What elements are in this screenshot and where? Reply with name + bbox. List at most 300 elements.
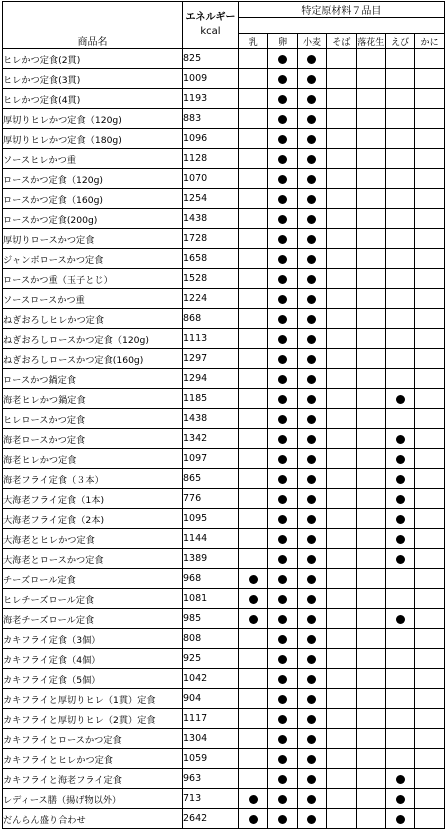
allergen-cell [297, 369, 326, 389]
contains-dot-icon [278, 275, 287, 284]
allergen-cell [297, 769, 326, 789]
contains-dot-icon [307, 815, 316, 824]
contains-dot-icon [278, 455, 287, 464]
allergen-cell [356, 269, 385, 289]
allergen-cell [297, 589, 326, 609]
allergen-cell [297, 189, 326, 209]
allergen-cell [268, 509, 297, 529]
allergen-cell [268, 49, 297, 69]
contains-dot-icon [278, 755, 287, 764]
allergen-cell [268, 89, 297, 109]
product-name: カキフライと海老フライ定食 [3, 769, 183, 789]
allergen-cell [385, 69, 414, 89]
allergen-cell [327, 369, 356, 389]
allergen-cell [327, 129, 356, 149]
allergen-cell [297, 209, 326, 229]
product-name: ヒレチーズロール定食 [3, 589, 183, 609]
contains-dot-icon [396, 475, 405, 484]
table-row [3, 509, 445, 529]
allergen-cell [356, 209, 385, 229]
energy-value: 1728 [183, 229, 239, 249]
allergen-cell [385, 809, 414, 829]
contains-dot-icon [307, 135, 316, 144]
energy-value: 1304 [183, 729, 239, 749]
allergen-cell [268, 249, 297, 269]
allergen-cell [356, 689, 385, 709]
allergen-cell [297, 409, 326, 429]
allergen-cell [385, 489, 414, 509]
allergen-cell [268, 729, 297, 749]
allergen-cell [327, 289, 356, 309]
contains-dot-icon [249, 575, 258, 584]
allergen-cell [239, 409, 268, 429]
energy-value: 1438 [183, 209, 239, 229]
table-row [3, 729, 445, 749]
allergen-cell [297, 269, 326, 289]
allergen-cell [268, 209, 297, 229]
contains-dot-icon [307, 515, 316, 524]
table-row [3, 129, 445, 149]
allergen-cell [356, 489, 385, 509]
contains-dot-icon [278, 135, 287, 144]
allergen-cell [297, 229, 326, 249]
table-row [3, 589, 445, 609]
allergen-cell [385, 769, 414, 789]
allergen-cell [268, 129, 297, 149]
table-row [3, 469, 445, 489]
contains-dot-icon [396, 535, 405, 544]
allergen-cell [268, 189, 297, 209]
allergen-cell [356, 229, 385, 249]
contains-dot-icon [396, 815, 405, 824]
product-name: カキフライ定食（3個） [3, 629, 183, 649]
allergen-cell [356, 729, 385, 749]
allergen-cell [268, 749, 297, 769]
energy-value: 868 [183, 309, 239, 329]
allergen-cell [385, 129, 414, 149]
allergen-table [2, 1, 445, 829]
energy-value: 1193 [183, 89, 239, 109]
table-row [3, 309, 445, 329]
allergen-cell [356, 69, 385, 89]
contains-dot-icon [278, 575, 287, 584]
allergen-cell [297, 749, 326, 769]
product-name: 海老フライ定食（３本） [3, 469, 183, 489]
allergen-cell [327, 749, 356, 769]
contains-dot-icon [396, 775, 405, 784]
contains-dot-icon [307, 435, 316, 444]
allergen-cell [327, 309, 356, 329]
contains-dot-icon [278, 775, 287, 784]
allergen-cell [268, 269, 297, 289]
contains-dot-icon [278, 655, 287, 664]
contains-dot-icon [396, 515, 405, 524]
allergen-cell [239, 49, 268, 69]
table-row [3, 189, 445, 209]
allergen-cell [327, 809, 356, 829]
allergen-cell [239, 169, 268, 189]
energy-value: 1185 [183, 389, 239, 409]
table-row [3, 269, 445, 289]
table-row [3, 49, 445, 69]
contains-dot-icon [249, 615, 258, 624]
energy-value: 713 [183, 789, 239, 809]
allergen-cell [415, 69, 444, 89]
allergen-cell [297, 389, 326, 409]
product-name: 大海老フライ定食（2本) [3, 509, 183, 529]
contains-dot-icon [307, 235, 316, 244]
allergen-cell [356, 129, 385, 149]
allergen-cell [385, 509, 414, 529]
allergen-cell [356, 169, 385, 189]
allergen-cell [297, 549, 326, 569]
allergen-cell [385, 109, 414, 129]
allergen-cell [327, 549, 356, 569]
table-row [3, 249, 445, 269]
allergen-cell [385, 689, 414, 709]
allergen-cell [385, 609, 414, 629]
allergen-cell [415, 709, 444, 729]
product-name: だんらん盛り合わせ [3, 809, 183, 829]
contains-dot-icon [307, 475, 316, 484]
table-row [3, 209, 445, 229]
allergen-cell [268, 309, 297, 329]
product-name: ヒレかつ定食(3貫) [3, 69, 183, 89]
product-name: チーズロール定食 [3, 569, 183, 589]
allergen-cell [327, 89, 356, 109]
allergen-cell [268, 629, 297, 649]
allergen-cell [415, 389, 444, 409]
contains-dot-icon [307, 695, 316, 704]
contains-dot-icon [307, 395, 316, 404]
energy-value: 776 [183, 489, 239, 509]
product-name: ねぎおろしロースかつ定食（120g) [3, 329, 183, 349]
allergen-cell [385, 209, 414, 229]
energy-value: 1528 [183, 269, 239, 289]
allergen-cell [268, 329, 297, 349]
allergen-cell [415, 89, 444, 109]
allergen-cell [385, 529, 414, 549]
allergen-cell [268, 349, 297, 369]
allergen-cell [415, 49, 444, 69]
allergen-cell [385, 249, 414, 269]
energy-value: 1438 [183, 409, 239, 429]
product-name: 大海老とヒレかつ定食 [3, 529, 183, 549]
allergen-cell [268, 149, 297, 169]
energy-value: 1059 [183, 749, 239, 769]
allergen-cell [239, 689, 268, 709]
allergen-cell [327, 349, 356, 369]
product-name: 大海老フライ定食（1本) [3, 489, 183, 509]
energy-value: 2642 [183, 809, 239, 829]
allergen-cell [327, 249, 356, 269]
allergen-cell [385, 329, 414, 349]
allergen-cell [239, 609, 268, 629]
contains-dot-icon [278, 735, 287, 744]
allergen-cell [356, 389, 385, 409]
allergen-cell [268, 69, 297, 89]
allergen-cell [415, 609, 444, 629]
product-name: カキフライ定食（5個） [3, 669, 183, 689]
allergen-cell [297, 729, 326, 749]
contains-dot-icon [278, 315, 287, 324]
allergen-cell [356, 189, 385, 209]
table-row [3, 289, 445, 309]
allergen-cell [356, 329, 385, 349]
allergen-cell [239, 289, 268, 309]
contains-dot-icon [307, 195, 316, 204]
energy-value: 825 [183, 49, 239, 69]
allergen-cell [297, 669, 326, 689]
allergen-cell [327, 609, 356, 629]
contains-dot-icon [396, 455, 405, 464]
allergen-cell [297, 129, 326, 149]
allergen-cell [239, 189, 268, 209]
allergen-cell [385, 189, 414, 209]
table-row [3, 389, 445, 409]
energy-value: 1081 [183, 589, 239, 609]
energy-value: 904 [183, 689, 239, 709]
allergen-cell [297, 569, 326, 589]
allergen-cell [415, 689, 444, 709]
contains-dot-icon [278, 715, 287, 724]
contains-dot-icon [278, 535, 287, 544]
contains-dot-icon [278, 95, 287, 104]
allergen-cell [385, 589, 414, 609]
allergen-cell [385, 349, 414, 369]
allergen-cell [385, 289, 414, 309]
allergen-header: 落花生 [356, 34, 385, 49]
energy-value: 1254 [183, 189, 239, 209]
contains-dot-icon [307, 335, 316, 344]
contains-dot-icon [278, 75, 287, 84]
energy-value: 1224 [183, 289, 239, 309]
contains-dot-icon [278, 155, 287, 164]
table-row [3, 669, 445, 689]
allergen-cell [239, 749, 268, 769]
contains-dot-icon [307, 455, 316, 464]
allergen-cell [239, 669, 268, 689]
allergen-cell [415, 549, 444, 569]
contains-dot-icon [278, 295, 287, 304]
contains-dot-icon [307, 175, 316, 184]
contains-dot-icon [307, 675, 316, 684]
contains-dot-icon [307, 495, 316, 504]
allergen-header: 乳 [239, 34, 268, 49]
contains-dot-icon [307, 215, 316, 224]
contains-dot-icon [307, 155, 316, 164]
allergen-cell [239, 269, 268, 289]
allergen-cell [356, 409, 385, 429]
allergen-cell [297, 529, 326, 549]
contains-dot-icon [307, 115, 316, 124]
allergen-cell [268, 589, 297, 609]
allergen-cell [415, 149, 444, 169]
allergen-cell [327, 389, 356, 409]
table-row [3, 709, 445, 729]
allergen-cell [297, 489, 326, 509]
contains-dot-icon [278, 255, 287, 264]
energy-value: 865 [183, 469, 239, 489]
contains-dot-icon [307, 535, 316, 544]
allergen-cell [297, 349, 326, 369]
allergen-cell [385, 789, 414, 809]
allergen-cell [327, 329, 356, 349]
allergen-cell [356, 549, 385, 569]
contains-dot-icon [249, 795, 258, 804]
allergen-cell [239, 429, 268, 449]
allergen-cell [385, 449, 414, 469]
allergen-cell [239, 449, 268, 469]
contains-dot-icon [249, 815, 258, 824]
product-name: ソースロースかつ重 [3, 289, 183, 309]
product-name: ねぎおろしヒレかつ定食 [3, 309, 183, 329]
contains-dot-icon [396, 555, 405, 564]
table-row [3, 409, 445, 429]
table-row [3, 769, 445, 789]
allergen-cell [268, 109, 297, 129]
contains-dot-icon [307, 595, 316, 604]
allergen-cell [327, 189, 356, 209]
allergen-cell [356, 289, 385, 309]
allergen-group-spacer [239, 18, 445, 34]
allergen-cell [385, 309, 414, 329]
allergen-cell [415, 329, 444, 349]
product-name: ソースヒレかつ重 [3, 149, 183, 169]
allergen-cell [327, 69, 356, 89]
contains-dot-icon [278, 515, 287, 524]
contains-dot-icon [278, 355, 287, 364]
allergen-cell [239, 309, 268, 329]
allergen-cell [297, 169, 326, 189]
contains-dot-icon [278, 435, 287, 444]
allergen-cell [415, 369, 444, 389]
allergen-cell [415, 109, 444, 129]
table-row [3, 149, 445, 169]
allergen-cell [415, 409, 444, 429]
contains-dot-icon [278, 595, 287, 604]
allergen-cell [415, 269, 444, 289]
allergen-cell [239, 109, 268, 129]
table-row [3, 109, 445, 129]
allergen-cell [268, 429, 297, 449]
table-row [3, 89, 445, 109]
energy-value: 1389 [183, 549, 239, 569]
allergen-cell [268, 409, 297, 429]
contains-dot-icon [278, 395, 287, 404]
allergen-cell [385, 269, 414, 289]
allergen-cell [327, 469, 356, 489]
allergen-cell [415, 769, 444, 789]
product-name: ロースかつ定食（120g) [3, 169, 183, 189]
allergen-cell [356, 749, 385, 769]
allergen-cell [415, 129, 444, 149]
allergen-cell [356, 49, 385, 69]
table-row [3, 169, 445, 189]
contains-dot-icon [307, 575, 316, 584]
energy-value: 925 [183, 649, 239, 669]
energy-value: 1009 [183, 69, 239, 89]
allergen-header: えび [385, 34, 414, 49]
contains-dot-icon [307, 375, 316, 384]
contains-dot-icon [278, 695, 287, 704]
allergen-cell [356, 809, 385, 829]
allergen-cell [239, 549, 268, 569]
allergen-cell [239, 709, 268, 729]
allergen-cell [385, 709, 414, 729]
allergen-cell [239, 509, 268, 529]
allergen-cell [268, 709, 297, 729]
product-name: ヒレかつ定食(2貫) [3, 49, 183, 69]
allergen-cell [415, 169, 444, 189]
allergen-cell [327, 49, 356, 69]
allergen-cell [356, 249, 385, 269]
product-name: カキフライと厚切りヒレ（2貫）定食 [3, 709, 183, 729]
allergen-cell [415, 629, 444, 649]
allergen-cell [297, 149, 326, 169]
allergen-cell [356, 89, 385, 109]
allergen-cell [356, 769, 385, 789]
allergen-cell [415, 209, 444, 229]
allergen-cell [327, 229, 356, 249]
contains-dot-icon [396, 795, 405, 804]
table-row [3, 449, 445, 469]
allergen-cell [268, 569, 297, 589]
allergen-cell [268, 809, 297, 829]
contains-dot-icon [307, 555, 316, 564]
product-name: ヒレかつ定食(4貫) [3, 89, 183, 109]
allergen-cell [415, 529, 444, 549]
contains-dot-icon [278, 195, 287, 204]
allergen-cell [268, 169, 297, 189]
allergen-cell [356, 149, 385, 169]
energy-value: 1070 [183, 169, 239, 189]
allergen-cell [385, 429, 414, 449]
allergen-cell [327, 209, 356, 229]
product-name: ロースかつ重（玉子とじ） [3, 269, 183, 289]
table-row [3, 609, 445, 629]
energy-value: 1294 [183, 369, 239, 389]
allergen-cell [356, 709, 385, 729]
contains-dot-icon [307, 655, 316, 664]
contains-dot-icon [278, 55, 287, 64]
energy-value: 808 [183, 629, 239, 649]
contains-dot-icon [278, 495, 287, 504]
table-row [3, 649, 445, 669]
allergen-cell [385, 569, 414, 589]
allergen-cell [268, 289, 297, 309]
product-name: ロースかつ鍋定食 [3, 369, 183, 389]
allergen-cell [356, 349, 385, 369]
allergen-cell [327, 449, 356, 469]
product-name: カキフライとヒレかつ定食 [3, 749, 183, 769]
allergen-cell [327, 509, 356, 529]
allergen-cell [239, 649, 268, 669]
allergen-cell [268, 789, 297, 809]
table-row [3, 789, 445, 809]
product-name: ロースかつ定食（160g) [3, 189, 183, 209]
allergen-cell [297, 629, 326, 649]
product-name-header: 商品名 [3, 2, 183, 49]
table-row [3, 809, 445, 829]
table-row [3, 69, 445, 89]
allergen-cell [385, 729, 414, 749]
contains-dot-icon [396, 495, 405, 504]
energy-header [183, 2, 239, 49]
contains-dot-icon [278, 475, 287, 484]
allergen-cell [297, 709, 326, 729]
allergen-cell [327, 169, 356, 189]
